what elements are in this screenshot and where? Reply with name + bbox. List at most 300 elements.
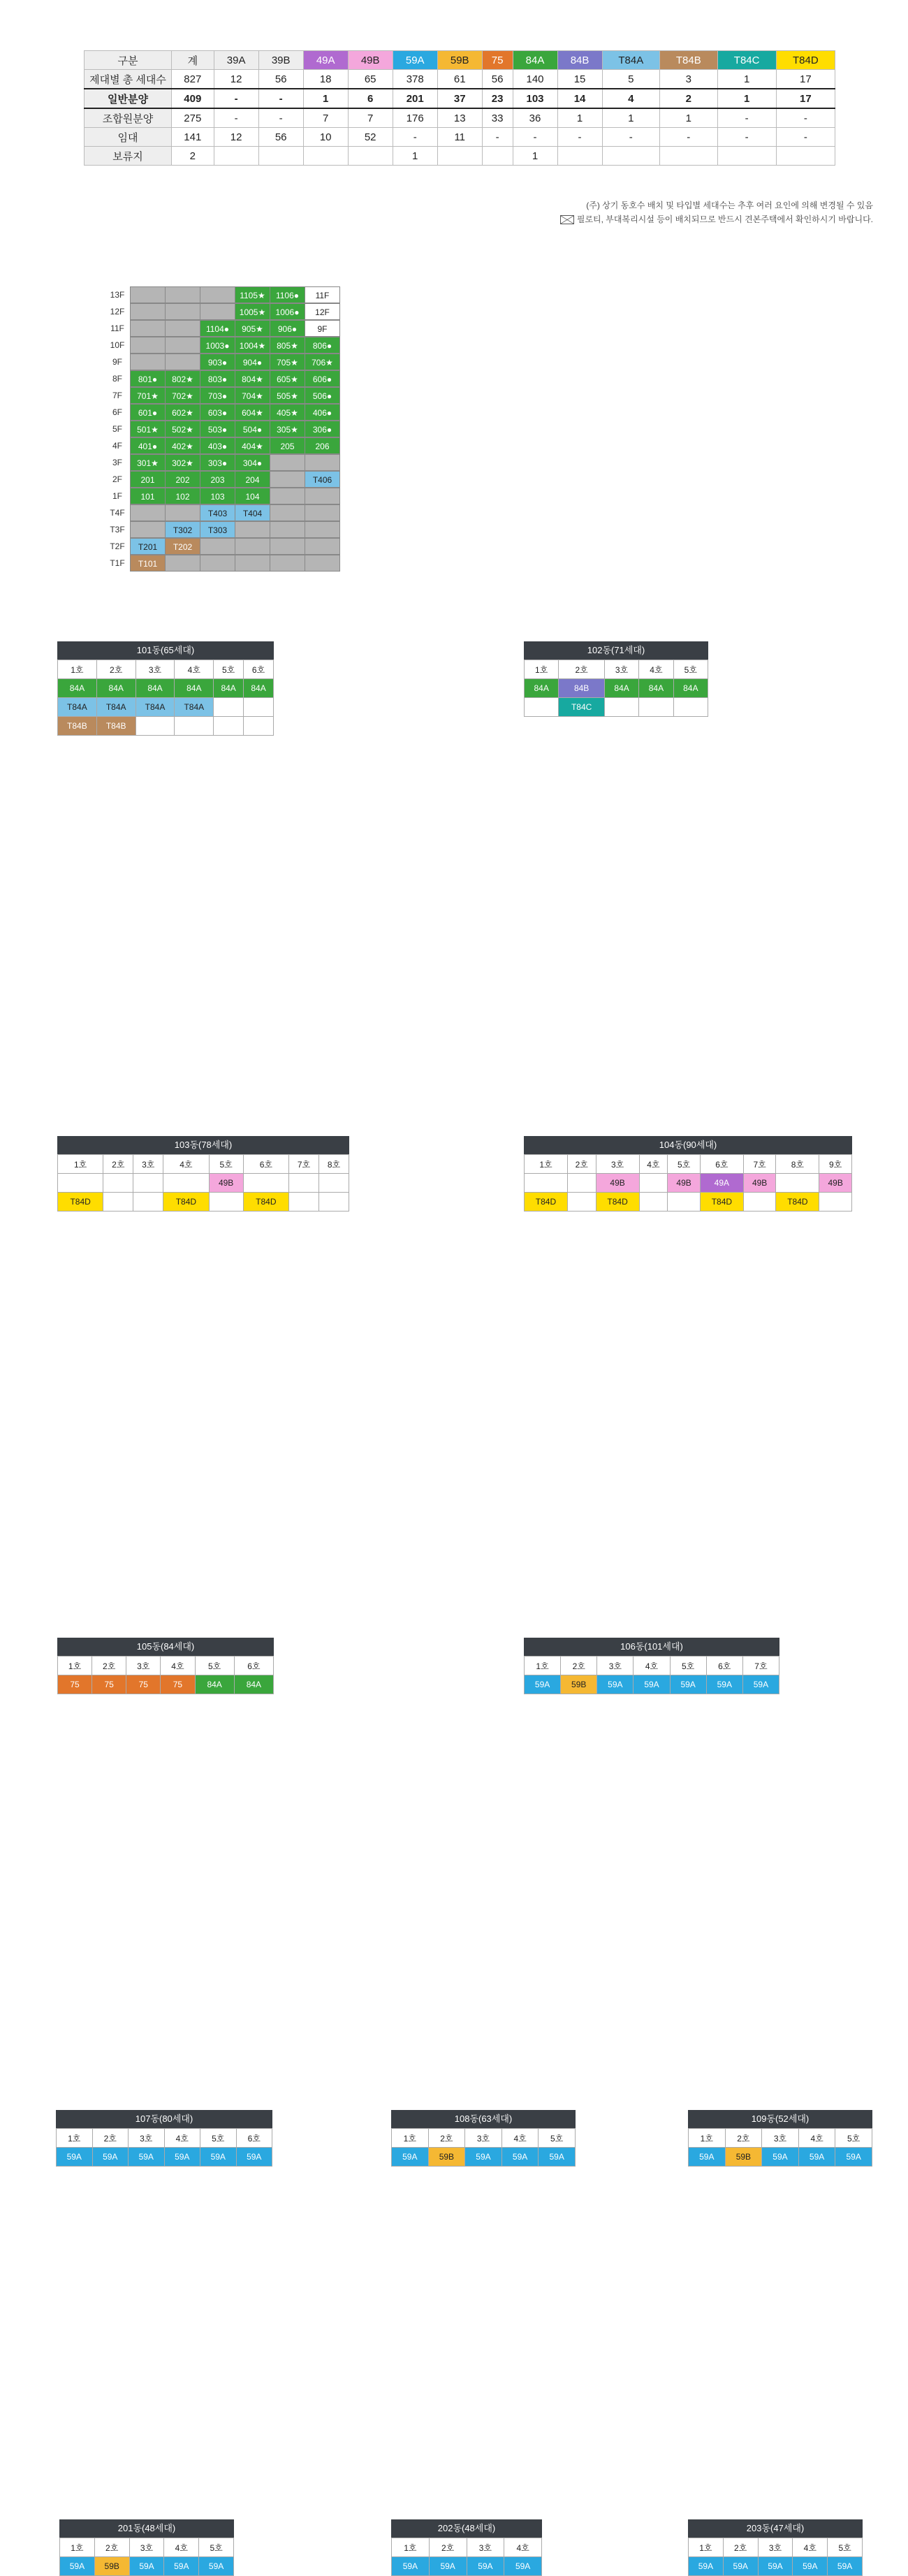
- unit-cell: [305, 504, 340, 521]
- legend-unit-number: 9호: [819, 1155, 852, 1174]
- summary-value: -: [214, 108, 258, 128]
- unit-cell: 11F: [305, 286, 340, 303]
- legend-unit-type: 59A: [200, 2148, 237, 2167]
- summary-value: 378: [393, 70, 437, 89]
- legend-unit-number: 6호: [706, 1657, 742, 1675]
- floor-label: T4F: [110, 508, 125, 518]
- unit-cell: 702★: [165, 387, 200, 404]
- summary-value: 1: [557, 108, 602, 128]
- legend-unit-number: 6호: [244, 660, 274, 679]
- legend-unit-type: 75: [92, 1675, 126, 1694]
- unit-cell: 803●: [200, 370, 235, 387]
- legend-unit-number: 4호: [504, 2538, 542, 2557]
- legend-unit-type: 59A: [92, 2148, 129, 2167]
- unit-cell: 502★: [165, 421, 200, 437]
- legend-unit-type: 84A: [673, 679, 708, 698]
- legend-unit-type: 59A: [706, 1675, 742, 1694]
- legend-unit-type: T84D: [596, 1193, 639, 1211]
- unit-cell: 203: [200, 471, 235, 488]
- summary-value: -: [776, 108, 835, 128]
- legend-unit-number: 5호: [200, 2129, 237, 2148]
- building-caption: 203동(47세대): [688, 2519, 863, 2538]
- unit-cell: 906●: [270, 320, 305, 337]
- summary-value: 827: [172, 70, 214, 89]
- legend-unit-type: 59A: [689, 2148, 726, 2167]
- unit-cell: [200, 538, 235, 555]
- legend-unit-type: [163, 1174, 209, 1193]
- unit-cell: [200, 303, 235, 320]
- legend-unit-type: 84A: [244, 679, 274, 698]
- unit-cell: 402★: [165, 437, 200, 454]
- unit-cell: [305, 521, 340, 538]
- summary-row: [85, 108, 835, 128]
- summary-value: -: [602, 128, 660, 147]
- legend-unit-type: 59A: [835, 2148, 872, 2167]
- notes: [560, 198, 873, 226]
- building-type-legend: [524, 660, 708, 717]
- summary-value: 6: [348, 89, 393, 108]
- legend-unit-number: 4호: [164, 2129, 200, 2148]
- legend-unit-number: 4호: [634, 1657, 670, 1675]
- summary-value: 1: [717, 70, 776, 89]
- unit-cell: 306●: [305, 421, 340, 437]
- building-type-legend: [391, 2538, 542, 2576]
- summary-value: 7: [348, 108, 393, 128]
- legend-unit-type: T84B: [96, 717, 136, 736]
- legend-unit-type: 59B: [725, 2148, 762, 2167]
- summary-value: [303, 147, 348, 166]
- summary-value: 36: [513, 108, 557, 128]
- legend-unit-number: 4호: [175, 660, 214, 679]
- legend-unit-type: 59A: [539, 2148, 576, 2167]
- summary-value: 23: [482, 89, 513, 108]
- legend-unit-type: 84A: [639, 679, 673, 698]
- legend-unit-type: 59A: [392, 2557, 430, 2576]
- summary-value: 37: [437, 89, 482, 108]
- legend-unit-type: [289, 1174, 319, 1193]
- legend-unit-type: [567, 1193, 596, 1211]
- legend-unit-number: 2호: [103, 1155, 133, 1174]
- legend-unit-number: 8호: [318, 1155, 349, 1174]
- legend-unit-type: 59A: [501, 2148, 539, 2167]
- legend-unit-type: 59A: [828, 2557, 863, 2576]
- legend-unit-type: 49B: [209, 1174, 243, 1193]
- unit-cell: 1106●: [270, 286, 305, 303]
- legend-unit-number: 2호: [561, 1657, 597, 1675]
- summary-value: [437, 147, 482, 166]
- building-type-legend: [56, 2128, 272, 2167]
- summary-value: 13: [437, 108, 482, 128]
- unit-cell: T406: [305, 471, 340, 488]
- legend-unit-number: 4호: [164, 2538, 199, 2557]
- legend-unit-type: 84A: [195, 1675, 234, 1694]
- unit-cell: 1004★: [235, 337, 270, 354]
- summary-value: 12: [214, 70, 258, 89]
- legend-unit-type: 59A: [762, 2148, 799, 2167]
- legend-unit-number: 3호: [467, 2538, 504, 2557]
- floor-label: 12F: [110, 307, 125, 316]
- legend-unit-number: 3호: [758, 2538, 793, 2557]
- legend-unit-type: [639, 1193, 668, 1211]
- summary-value: 2: [660, 89, 718, 108]
- unit-cell: 503●: [200, 421, 235, 437]
- floor-label: 3F: [112, 458, 122, 467]
- summary-value: -: [513, 128, 557, 147]
- legend-unit-type: 84A: [604, 679, 638, 698]
- legend-unit-type: 84A: [214, 679, 244, 698]
- legend-unit-number: 5호: [199, 2538, 234, 2557]
- summary-value: 1: [513, 147, 557, 166]
- legend-unit-type: 75: [161, 1675, 195, 1694]
- unit-cell: [305, 488, 340, 504]
- summary-value: 56: [258, 128, 303, 147]
- summary-value: 141: [172, 128, 214, 147]
- unit-cell: 301★: [130, 454, 166, 471]
- unit-cell: 603●: [200, 404, 235, 421]
- summary-header-cell: T84B: [660, 51, 718, 70]
- unit-cell: [270, 538, 305, 555]
- legend-unit-type: 59A: [57, 2148, 93, 2167]
- summary-value: -: [660, 128, 718, 147]
- summary-value: 140: [513, 70, 557, 89]
- summary-value: [660, 147, 718, 166]
- legend-unit-number: 1호: [525, 1155, 568, 1174]
- summary-value: 1: [602, 108, 660, 128]
- legend-unit-number: 3호: [133, 1155, 163, 1174]
- legend-unit-type: 59A: [164, 2148, 200, 2167]
- summary-row-label: 보류지: [85, 147, 172, 166]
- summary-header-cell: 75: [482, 51, 513, 70]
- summary-value: 33: [482, 108, 513, 128]
- legend-unit-type: [214, 717, 244, 736]
- floor-label: 2F: [112, 474, 122, 484]
- unit-cell: 504●: [235, 421, 270, 437]
- legend-unit-type: T84A: [136, 698, 175, 717]
- unit-cell: 303●: [200, 454, 235, 471]
- summary-row: [85, 147, 835, 166]
- legend-unit-number: 6호: [243, 1155, 288, 1174]
- building-type-legend: [57, 1154, 349, 1211]
- unit-cell: 1003●: [200, 337, 235, 354]
- legend-unit-type: 75: [58, 1675, 92, 1694]
- legend-unit-number: 2호: [429, 2538, 467, 2557]
- legend-unit-type: 59A: [689, 2557, 724, 2576]
- unit-cell: 404★: [235, 437, 270, 454]
- summary-value: 65: [348, 70, 393, 89]
- unit-cell: [165, 354, 200, 370]
- unit-cell: [200, 286, 235, 303]
- unit-cell: [165, 337, 200, 354]
- legend-unit-number: 4호: [163, 1155, 209, 1174]
- summary-value: 17: [776, 89, 835, 108]
- legend-unit-type: 59A: [60, 2557, 95, 2576]
- legend-unit-number: 3호: [129, 2129, 165, 2148]
- legend-unit-type: 59A: [758, 2557, 793, 2576]
- summary-value: 12: [214, 128, 258, 147]
- summary-row: [85, 89, 835, 108]
- summary-header-cell: 59B: [437, 51, 482, 70]
- floor-label: 6F: [112, 407, 122, 417]
- legend-unit-type: T84D: [525, 1193, 568, 1211]
- legend-unit-number: 4호: [793, 2538, 828, 2557]
- unit-cell: [305, 538, 340, 555]
- summary-header-cell: 84B: [557, 51, 602, 70]
- legend-unit-number: 1호: [58, 1657, 92, 1675]
- building-caption: 102동(71세대): [524, 641, 708, 660]
- building-type-legend: [524, 1154, 852, 1211]
- unit-cell: 101: [130, 488, 166, 504]
- unit-cell: 501★: [130, 421, 166, 437]
- legend-unit-number: 2호: [92, 2129, 129, 2148]
- summary-header-cell: 39A: [214, 51, 258, 70]
- legend-unit-number: 7호: [742, 1657, 779, 1675]
- unit-cell: T201: [130, 538, 166, 555]
- floor-label: 9F: [112, 357, 122, 367]
- legend-unit-number: 5호: [670, 1657, 706, 1675]
- legend-unit-type: 84A: [96, 679, 136, 698]
- legend-unit-number: 1호: [392, 2129, 429, 2148]
- unit-cell: T403: [200, 504, 235, 521]
- building-caption: 103동(78세대): [57, 1136, 349, 1154]
- legend-unit-number: 4호: [639, 660, 673, 679]
- summary-value: 275: [172, 108, 214, 128]
- building-caption: 104동(90세대): [524, 1136, 852, 1154]
- unit-cell: 206: [305, 437, 340, 454]
- unit-cell: 9F: [305, 320, 340, 337]
- legend-unit-number: 1호: [689, 2129, 726, 2148]
- summary-value: 1: [303, 89, 348, 108]
- unit-cell: 1105★: [235, 286, 270, 303]
- unit-cell: [305, 454, 340, 471]
- legend-unit-type: [289, 1193, 319, 1211]
- legend-unit-type: [214, 698, 244, 717]
- summary-value: 201: [393, 89, 437, 108]
- legend-unit-type: [525, 1174, 568, 1193]
- legend-unit-number: 4호: [798, 2129, 835, 2148]
- legend-unit-type: T84D: [700, 1193, 743, 1211]
- unit-cell: 805★: [270, 337, 305, 354]
- unit-cell: 602★: [165, 404, 200, 421]
- legend-unit-type: [175, 717, 214, 736]
- legend-unit-type: T84D: [58, 1193, 103, 1211]
- summary-header-cell: 84A: [513, 51, 557, 70]
- summary-value: [258, 147, 303, 166]
- summary-value: [557, 147, 602, 166]
- unit-cell: 705★: [270, 354, 305, 370]
- unit-cell: [130, 504, 166, 521]
- summary-row: [85, 128, 835, 147]
- legend-unit-type: 84A: [136, 679, 175, 698]
- legend-unit-type: [133, 1193, 163, 1211]
- legend-unit-type: T84C: [559, 698, 605, 717]
- legend-unit-type: T84A: [58, 698, 97, 717]
- legend-unit-type: 59A: [504, 2557, 542, 2576]
- unit-cell: 104: [235, 488, 270, 504]
- floor-label: 1F: [112, 491, 122, 501]
- floor-label: 7F: [112, 391, 122, 400]
- building-type-legend: [524, 1656, 779, 1694]
- legend-unit-number: 2호: [96, 660, 136, 679]
- summary-header-cell: 59A: [393, 51, 437, 70]
- summary-value: -: [776, 128, 835, 147]
- floor-label: 11F: [110, 323, 124, 333]
- summary-value: [214, 147, 258, 166]
- legend-unit-type: 84A: [234, 1675, 273, 1694]
- legend-unit-type: [819, 1193, 852, 1211]
- building-type-legend: [59, 2538, 234, 2576]
- unit-cell: 701★: [130, 387, 166, 404]
- legend-unit-type: 84A: [175, 679, 214, 698]
- summary-value: 52: [348, 128, 393, 147]
- legend-unit-number: 1호: [392, 2538, 430, 2557]
- building-type-legend: [688, 2128, 872, 2167]
- legend-unit-number: 3호: [604, 660, 638, 679]
- unit-cell: T303: [200, 521, 235, 538]
- unit-cell: 806●: [305, 337, 340, 354]
- legend-unit-number: 2호: [428, 2129, 465, 2148]
- building-101-floor-grid: [105, 286, 339, 572]
- unit-cell: 305★: [270, 421, 305, 437]
- summary-value: -: [717, 108, 776, 128]
- legend-unit-type: [209, 1193, 243, 1211]
- legend-unit-number: 3호: [596, 1155, 639, 1174]
- legend-unit-type: T84A: [96, 698, 136, 717]
- summary-value: 17: [776, 70, 835, 89]
- legend-unit-type: 59A: [465, 2148, 502, 2167]
- building-caption: 105동(84세대): [57, 1638, 274, 1656]
- unit-cell: 1006●: [270, 303, 305, 320]
- floor-label: 13F: [110, 290, 125, 300]
- unit-cell: [165, 320, 200, 337]
- legend-unit-number: 5호: [539, 2129, 576, 2148]
- building-caption: 107동(80세대): [56, 2110, 272, 2128]
- unit-cell: [270, 521, 305, 538]
- legend-unit-number: 5호: [195, 1657, 234, 1675]
- unit-cell: 103: [200, 488, 235, 504]
- unit-cell: 903●: [200, 354, 235, 370]
- summary-value: [776, 147, 835, 166]
- unit-cell: 406●: [305, 404, 340, 421]
- summary-value: -: [214, 89, 258, 108]
- building-caption: 106동(101세대): [524, 1638, 779, 1656]
- legend-unit-number: 3호: [465, 2129, 502, 2148]
- legend-unit-type: [639, 698, 673, 717]
- summary-table: [84, 50, 835, 166]
- legend-unit-number: 5호: [673, 660, 708, 679]
- legend-unit-number: 2호: [559, 660, 605, 679]
- building-caption: 109동(52세대): [688, 2110, 872, 2128]
- summary-value: 4: [602, 89, 660, 108]
- unit-cell: [130, 303, 166, 320]
- legend-unit-number: 2호: [567, 1155, 596, 1174]
- legend-unit-type: [776, 1174, 819, 1193]
- legend-unit-type: 59A: [164, 2557, 199, 2576]
- building-caption: 101동(65세대): [57, 641, 274, 660]
- legend-unit-type: 59A: [429, 2557, 467, 2576]
- legend-unit-type: 59A: [129, 2148, 165, 2167]
- unit-cell: 505★: [270, 387, 305, 404]
- unit-cell: [165, 504, 200, 521]
- legend-unit-type: [318, 1174, 349, 1193]
- building-type-legend: [391, 2128, 576, 2167]
- legend-unit-type: 59A: [392, 2148, 429, 2167]
- summary-value: 18: [303, 70, 348, 89]
- legend-unit-type: [244, 698, 274, 717]
- legend-unit-type: 84B: [559, 679, 605, 698]
- legend-unit-type: [673, 698, 708, 717]
- floor-label: 4F: [112, 441, 122, 451]
- note-line-2: [560, 212, 873, 226]
- legend-unit-type: [244, 717, 274, 736]
- legend-unit-number: 3호: [126, 1657, 161, 1675]
- unit-cell: 601●: [130, 404, 166, 421]
- unit-cell: 905★: [235, 320, 270, 337]
- legend-unit-number: 1호: [58, 1155, 103, 1174]
- legend-unit-type: 84A: [58, 679, 97, 698]
- legend-unit-number: 2호: [92, 1657, 126, 1675]
- summary-value: 7: [303, 108, 348, 128]
- summary-value: 10: [303, 128, 348, 147]
- legend-unit-type: [318, 1193, 349, 1211]
- unit-cell: 302★: [165, 454, 200, 471]
- unit-cell: 801●: [130, 370, 166, 387]
- summary-value: [602, 147, 660, 166]
- unit-cell: [235, 521, 270, 538]
- unit-cell: [165, 286, 200, 303]
- legend-unit-number: 5호: [668, 1155, 701, 1174]
- summary-value: 1: [717, 89, 776, 108]
- legend-unit-number: 1호: [689, 2538, 724, 2557]
- summary-header-cell: T84C: [717, 51, 776, 70]
- unit-cell: [130, 320, 166, 337]
- unit-cell: 403●: [200, 437, 235, 454]
- summary-header-cell: 49A: [303, 51, 348, 70]
- note-line-1: (주) 상기 동호수 배치 및 타입별 세대수는 추후 여러 요인에 의해 변경될 수 있음: [586, 201, 873, 210]
- building-type-legend: [57, 660, 274, 736]
- legend-unit-type: [133, 1174, 163, 1193]
- summary-value: -: [258, 108, 303, 128]
- legend-unit-type: [103, 1174, 133, 1193]
- unit-cell: [305, 555, 340, 572]
- unit-cell: 201: [130, 471, 166, 488]
- unit-cell: [270, 504, 305, 521]
- floor-label: 8F: [112, 374, 122, 384]
- building-caption: 201동(48세대): [59, 2519, 234, 2538]
- legend-unit-number: 6호: [236, 2129, 272, 2148]
- unit-cell: 703●: [200, 387, 235, 404]
- unit-cell: 102: [165, 488, 200, 504]
- floor-label: T2F: [110, 541, 125, 551]
- unit-cell: [130, 521, 166, 538]
- legend-unit-number: 4호: [501, 2129, 539, 2148]
- legend-unit-number: 2호: [723, 2538, 758, 2557]
- building-type-legend: [688, 2538, 863, 2576]
- unit-cell: 401●: [130, 437, 166, 454]
- unit-cell: 802★: [165, 370, 200, 387]
- legend-unit-type: [668, 1193, 701, 1211]
- summary-value: 15: [557, 70, 602, 89]
- legend-unit-number: 5호: [214, 660, 244, 679]
- legend-unit-number: 4호: [639, 1155, 668, 1174]
- legend-unit-type: 59A: [723, 2557, 758, 2576]
- unit-cell: 606●: [305, 370, 340, 387]
- unit-cell: [270, 555, 305, 572]
- summary-value: -: [482, 128, 513, 147]
- legend-unit-type: 49B: [819, 1174, 852, 1193]
- legend-unit-number: 3호: [136, 660, 175, 679]
- unit-cell: 604★: [235, 404, 270, 421]
- summary-header-cell: 49B: [348, 51, 393, 70]
